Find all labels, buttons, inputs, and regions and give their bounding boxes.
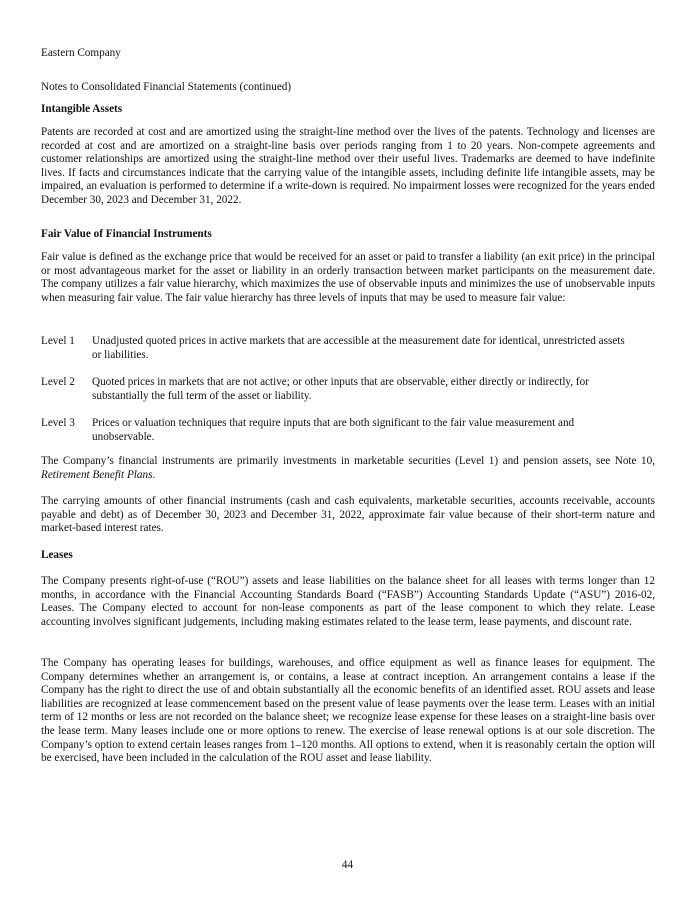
leases-paragraph-1: The Company presents right-of-use (“ROU”) assets and lease liabilities on the balance sheet for all leases with terms longer than 12 months, in accordance with the Financial Accounting Standards Board (“FASB”) Accounting Standards Update (“ASU”) 2016-02, Leases. The Company elected to account for non-lease components as part of the lease component to which they relate. Lease accounting involves significant judgements, including making estimates related to the lease term, lease payments, and discount rate. <box>41 575 655 628</box>
level-1-label: Level 1 <box>41 335 75 347</box>
page-number: 44 <box>341 859 354 871</box>
level-2-label: Level 2 <box>41 376 75 388</box>
notes-title: Notes to Consolidated Financial Statements (continued) <box>41 81 292 93</box>
retirement-benefit-plans-ref: Retirement Benefit Plans <box>41 468 153 481</box>
intangible-assets-paragraph: Patents are recorded at cost and are amortized using the straight-line method over the lives of the patents. Technology and licenses are recorded at cost and are amortized on a straight-line basis over periods ranging from 1 to 20 years. Non-compete agreements and customer relationships are amortized using the straight-line method over their useful lives. Trademarks are deemed to have indefinite lives. If facts and circumstances indicate that the carrying value of the intangible assets, including definite life intangible assets, may be impaired, an evaluation is performed to determine if a write-down is required. No impairment losses were recognized for the years ended December 30, 2023 and December 31, 2022. <box>41 126 655 206</box>
financial-instruments-paragraph <box>41 455 655 482</box>
financial-instruments-end: . <box>152 468 156 481</box>
leases-paragraph-2: The Company has operating leases for buildings, warehouses, and office equipment as well as finance leases for equipment. The Company determines whether an arrangement is, or contains, a lease at contract inception. An arrangement contains a lease if the Company has the right to direct the use of and obtain substantially all the economic benefits of an identified asset. ROU assets and lease liabilities are recognized at lease commencement based on the present value of lease payments over the lease term. Leases with an initial term of 12 months or less are not recorded on the balance sheet; we recognize lease expense for these leases on a straight-line basis over the lease term. Many leases include one or more options to renew. The exercise of lease renewal options is at our sole discretion. The Company’s option to extend certain leases ranges from 1–120 months. All options to extend, when it is reasonably certain the option will be exercised, have been included in the calculation of the ROU asset and lease liability. <box>41 657 655 765</box>
level-2-text: Quoted prices in markets that are not active; or other inputs that are observable, either directly or indirectly, for substantially the full term of the asset or liability. <box>92 376 589 402</box>
carrying-amounts-paragraph: The carrying amounts of other financial instruments (cash and cash equivalents, marketable securities, accounts receivable, accounts payable and debt) as of December 30, 2023 and December 31, 2022, approximate fair value because of their short-term nature and market-based interest rates. <box>41 495 655 535</box>
leases-heading: Leases <box>41 549 73 561</box>
level-1-text: Unadjusted quoted prices in active markets that are accessible at the measurement date for identical, unrestricted assets or liabilities. <box>92 335 625 361</box>
financial-instruments-text: The Company’s financial instruments are primarily investments in marketable securities (Level 1) and pension assets, see Note 10, <box>41 455 655 467</box>
level-3-label: Level 3 <box>41 417 75 429</box>
intangible-assets-heading: Intangible Assets <box>41 103 123 115</box>
fair-value-heading: Fair Value of Financial Instruments <box>41 228 212 240</box>
fair-value-paragraph: Fair value is defined as the exchange price that would be received for an asset or paid to transfer a liability (an exit price) in the principal or most advantageous market for the asset or liability in an orderly transaction between market participants on the measurement date. The company utilizes a fair value hierarchy, which maximizes the use of observable inputs and minimizes the use of unobservable inputs when measuring fair value. The fair value hierarchy has three levels of inputs that may be used to measure fair value: <box>41 251 655 304</box>
company-name: Eastern Company <box>41 47 121 59</box>
level-3-text: Prices or valuation techniques that require inputs that are both significant to the fair value measurement and unobservable. <box>92 417 575 443</box>
